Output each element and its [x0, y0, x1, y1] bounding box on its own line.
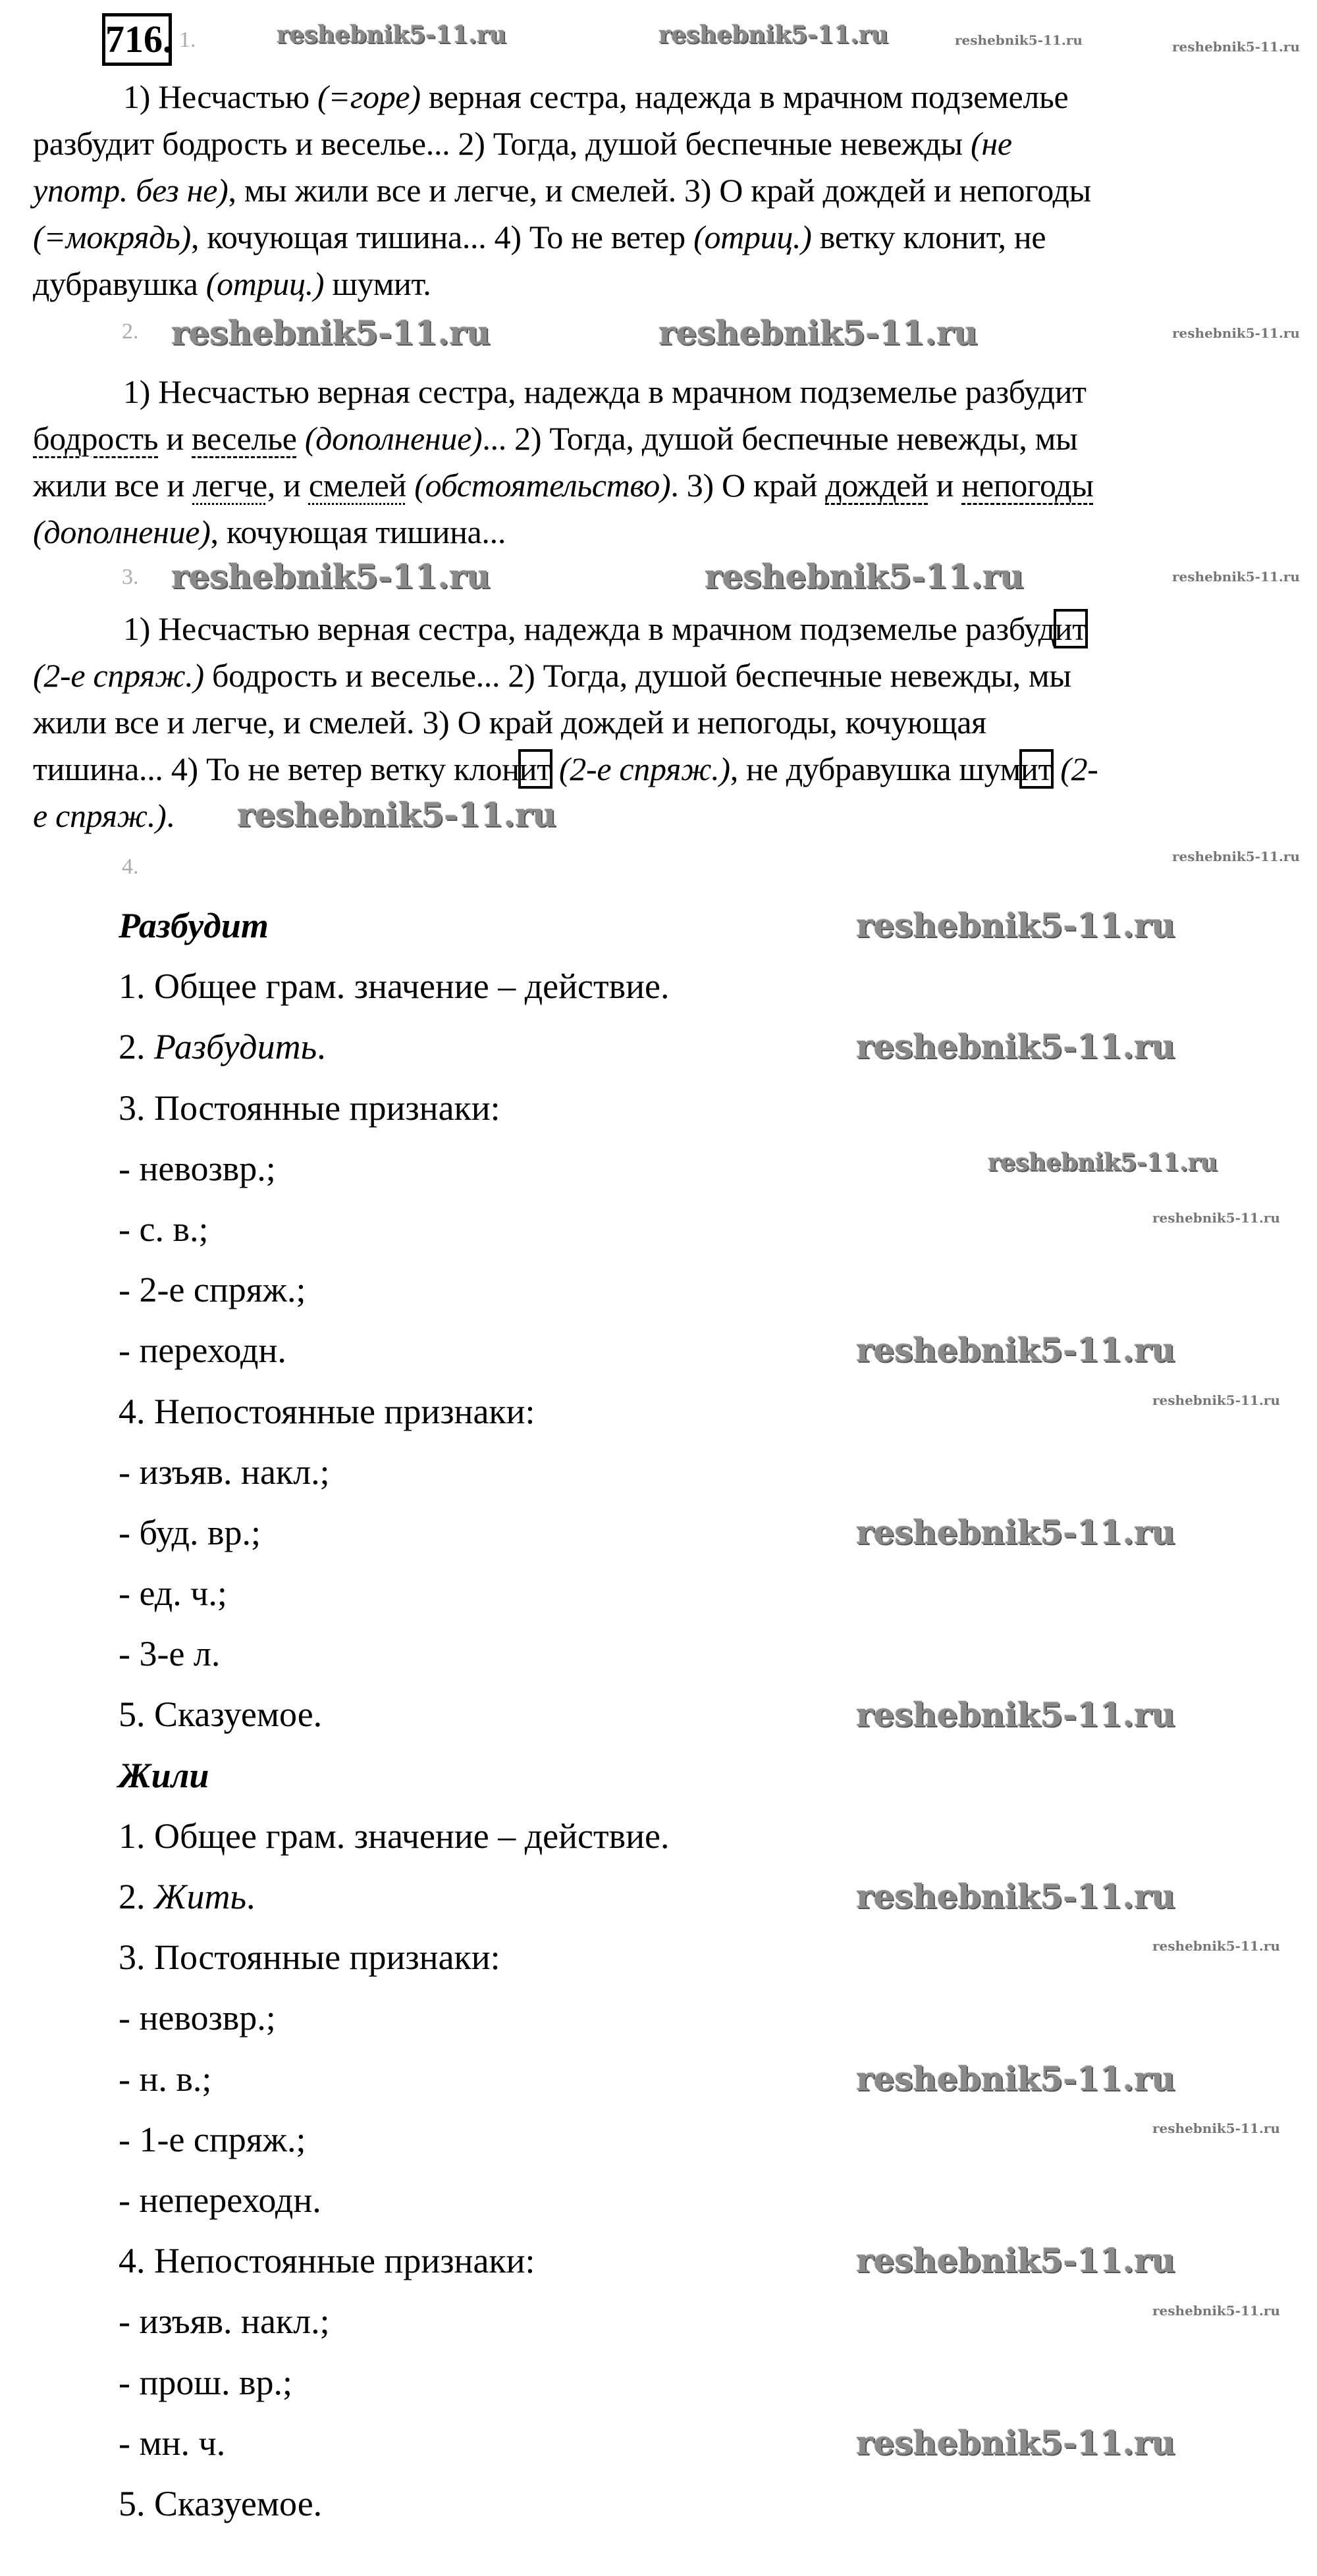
- analysis-row: [119, 1987, 276, 2048]
- highlighted-ending: ит: [1021, 750, 1053, 787]
- analysis-row: [119, 2109, 306, 2170]
- annotation-text: (2-е спряж.): [558, 750, 730, 787]
- text-segment: .: [246, 1877, 255, 1916]
- watermark: reshebnik5-11.ru: [1152, 1392, 1280, 1408]
- text-line: [33, 793, 175, 839]
- text-segment: .: [317, 1027, 326, 1067]
- text-segment: верная сестра, надежда в мрачном подземелье: [420, 78, 1069, 115]
- text-segment: - мн. ч.: [119, 2423, 226, 2463]
- text-segment: 4. Непостоянные признаки:: [119, 1391, 535, 1431]
- text-segment: , и: [267, 467, 309, 504]
- text-segment: дубравушка: [33, 265, 206, 302]
- text-line: [33, 74, 1068, 120]
- text-segment: , не дубравушка шум: [730, 750, 1021, 787]
- annotation-text: (не: [970, 125, 1012, 162]
- text-segment: , мы жили все и легче, и смелей. 3) О край дождей и непогоды: [228, 172, 1091, 209]
- analysis-row: [119, 1199, 208, 1259]
- text-segment: .: [166, 797, 175, 834]
- analysis-row: [119, 1138, 276, 1199]
- text-segment: 2.: [119, 1877, 154, 1916]
- text-segment: 3. Постоянные признаки:: [119, 1937, 500, 1978]
- underlined-word: непогоды: [961, 467, 1094, 504]
- text-segment: - изъяв. накл.;: [119, 1452, 330, 1492]
- watermark: reshebnik5-11.ru: [1172, 325, 1300, 341]
- text-line: [33, 652, 1071, 699]
- watermark: reshebnik5-11.ru: [171, 557, 491, 596]
- annotation-text: (2-: [1060, 750, 1098, 787]
- analysis-row: [119, 1259, 306, 1320]
- annotation-text: (дополнение): [304, 420, 483, 457]
- analysis-row: [119, 1381, 535, 1442]
- analysis-row: [119, 1866, 255, 1927]
- section-1-text: [33, 74, 1297, 307]
- section-1-label: 1.: [179, 28, 196, 52]
- morphological-analysis: [119, 895, 669, 2534]
- analysis-row: [119, 1623, 220, 1684]
- watermark: reshebnik5-11.ru: [856, 1513, 1175, 1552]
- watermark: reshebnik5-11.ru: [1172, 39, 1300, 55]
- text-line: [33, 261, 431, 307]
- watermark: reshebnik5-11.ru: [277, 21, 506, 49]
- analysis-row: [119, 2352, 292, 2413]
- text-segment: 1) Несчастью: [123, 78, 318, 115]
- underlined-word: дождей: [825, 467, 928, 504]
- watermark: reshebnik5-11.ru: [955, 32, 1083, 48]
- text-segment: - 3-е л.: [119, 1634, 221, 1674]
- text-line: [33, 746, 1098, 793]
- highlighted-ending: ит: [1054, 610, 1087, 647]
- text-segment: 5. Сказуемое.: [119, 2483, 323, 2523]
- text-segment: , кочующая тишина... 4) То не ветер: [190, 219, 694, 255]
- section-3-label: 3.: [122, 565, 139, 589]
- watermark: reshebnik5-11.ru: [658, 21, 888, 49]
- annotation-text: (2-е спряж.): [33, 657, 204, 694]
- text-line: [33, 214, 1046, 261]
- annotation-text: (дополнение): [33, 513, 211, 550]
- text-segment: - н. в.;: [119, 2059, 212, 2099]
- text-line: [33, 462, 1094, 509]
- text-segment: , кочующая тишина...: [210, 513, 506, 550]
- analysis-row: [119, 2230, 535, 2291]
- analysis-row: [119, 1320, 286, 1380]
- analysis-row: [119, 1684, 322, 1745]
- watermark: reshebnik5-11.ru: [1172, 849, 1300, 864]
- text-segment: жили все и: [33, 467, 193, 504]
- analysis-row: [119, 895, 269, 956]
- text-line: [33, 120, 1012, 167]
- text-segment: и: [158, 420, 192, 457]
- watermark: reshebnik5-11.ru: [856, 1695, 1175, 1734]
- analysis-row: [119, 1078, 500, 1138]
- underlined-word: веселье: [192, 420, 297, 457]
- text-segment: - буд. вр.;: [119, 1512, 261, 1552]
- text-segment: 5. Сказуемое.: [119, 1695, 323, 1735]
- watermark: reshebnik5-11.ru: [856, 1330, 1175, 1370]
- text-segment: 4. Непостоянные признаки:: [119, 2241, 535, 2281]
- analysis-row: [119, 1016, 326, 1077]
- watermark: reshebnik5-11.ru: [988, 1148, 1218, 1176]
- text-segment: шумит.: [324, 265, 431, 302]
- analysis-row: [119, 1745, 209, 1806]
- annotation-text: (=мокрядь): [33, 219, 191, 255]
- section-2-text: [33, 369, 1297, 556]
- annotation-text: Жить: [154, 1877, 247, 1916]
- annotation-text: употр. без не): [33, 172, 228, 209]
- text-segment: - 2-е спряж.;: [119, 1270, 306, 1310]
- watermark: reshebnik5-11.ru: [1152, 2120, 1280, 2136]
- analysis-row: [119, 2049, 211, 2109]
- analysis-row: [119, 2413, 225, 2473]
- watermark: reshebnik5-11.ru: [856, 2241, 1175, 2280]
- text-segment: тишина... 4) То не ветер ветку клон: [33, 750, 520, 787]
- text-segment: - невозвр.;: [119, 1148, 276, 1188]
- text-segment: бодрость и веселье... 2) Тогда, душой беспечные невежды, мы: [203, 657, 1071, 694]
- analysis-row: [119, 1442, 330, 1502]
- text-segment: 1) Несчастью верная сестра, надежда в мрачном подземелье разбудит: [123, 373, 1087, 410]
- text-segment: 3. Постоянные признаки:: [119, 1088, 500, 1128]
- text-line: [33, 167, 1091, 214]
- text-segment: 1) Несчастью верная сестра, надежда в мрачном подземелье разбуд: [123, 610, 1055, 647]
- text-segment: - переходн.: [119, 1330, 286, 1371]
- word-heading: Разбудит: [119, 906, 269, 945]
- analysis-row: [119, 1806, 669, 1866]
- text-line: [33, 415, 1077, 462]
- text-segment: - с. в.;: [119, 1209, 209, 1249]
- text-segment: [297, 420, 305, 457]
- section-2-label: 2.: [122, 319, 139, 344]
- text-segment: - изъяв. накл.;: [119, 2301, 330, 2342]
- text-segment: 1. Общее грам. значение – действие.: [119, 966, 670, 1007]
- analysis-row: [119, 956, 669, 1016]
- watermark: reshebnik5-11.ru: [171, 313, 491, 352]
- text-segment: и: [928, 467, 962, 504]
- watermark: reshebnik5-11.ru: [856, 1877, 1175, 1916]
- section-4-label: 4.: [122, 854, 139, 879]
- analysis-row: [119, 2170, 321, 2230]
- section-3-text: [33, 606, 1297, 839]
- analysis-row: [119, 2291, 330, 2352]
- text-segment: - прош. вр.;: [119, 2362, 292, 2402]
- analysis-row: [119, 1927, 500, 1987]
- analysis-row: [119, 1502, 261, 1563]
- watermark: reshebnik5-11.ru: [856, 1027, 1175, 1066]
- watermark: reshebnik5-11.ru: [1152, 1210, 1280, 1226]
- text-segment: [551, 750, 559, 787]
- text-segment: 1. Общее грам. значение – действие.: [119, 1816, 670, 1856]
- annotation-text: (отриц.): [693, 219, 812, 255]
- analysis-row: [119, 2473, 322, 2534]
- word-heading: Жили: [119, 1755, 209, 1795]
- text-segment: [406, 467, 414, 504]
- annotation-text: е спряж.): [33, 797, 167, 834]
- text-segment: - 1-е спряж.;: [119, 2119, 306, 2159]
- highlighted-ending: ит: [519, 750, 551, 787]
- underlined-word: бодрость: [33, 420, 159, 457]
- annotation-text: (=горе): [317, 78, 421, 115]
- watermark: reshebnik5-11.ru: [856, 906, 1175, 945]
- text-segment: - непереходн.: [119, 2180, 321, 2220]
- text-segment: ветку клонит, не: [811, 219, 1046, 255]
- text-segment: 2.: [119, 1027, 154, 1067]
- text-segment: - невозвр.;: [119, 1998, 276, 2038]
- text-line: [33, 606, 1087, 652]
- text-segment: - ед. ч.;: [119, 1573, 227, 1614]
- annotation-text: (отриц.): [205, 265, 325, 302]
- watermark: reshebnik5-11.ru: [1172, 569, 1300, 585]
- text-segment: разбудит бодрость и веселье... 2) Тогда, душой беспечные невежды: [33, 125, 971, 162]
- text-line: [33, 509, 506, 556]
- watermark: reshebnik5-11.ru: [856, 2059, 1175, 2098]
- text-segment: ... 2) Тогда, душой беспечные невежды, мы: [482, 420, 1078, 457]
- watermark: reshebnik5-11.ru: [658, 313, 978, 352]
- watermark: reshebnik5-11.ru: [1152, 1938, 1280, 1955]
- watermark: reshebnik5-11.ru: [1152, 2302, 1280, 2319]
- underlined-word: смелей: [308, 467, 406, 504]
- exercise-number: 716.: [102, 13, 172, 66]
- annotation-text: (обстоятельство): [414, 467, 671, 504]
- text-line: [33, 699, 986, 746]
- text-segment: жили все и легче, и смелей. 3) О край дождей и непогоды, кочующая: [33, 704, 986, 741]
- text-segment: [1052, 750, 1060, 787]
- watermark: reshebnik5-11.ru: [237, 795, 556, 834]
- watermark: reshebnik5-11.ru: [856, 2423, 1175, 2462]
- analysis-row: [119, 1563, 227, 1623]
- text-line: [33, 369, 1087, 415]
- underlined-word: легче: [192, 467, 267, 504]
- text-segment: . 3) О край: [670, 467, 826, 504]
- watermark: reshebnik5-11.ru: [705, 557, 1024, 596]
- annotation-text: Разбудить: [154, 1027, 317, 1067]
